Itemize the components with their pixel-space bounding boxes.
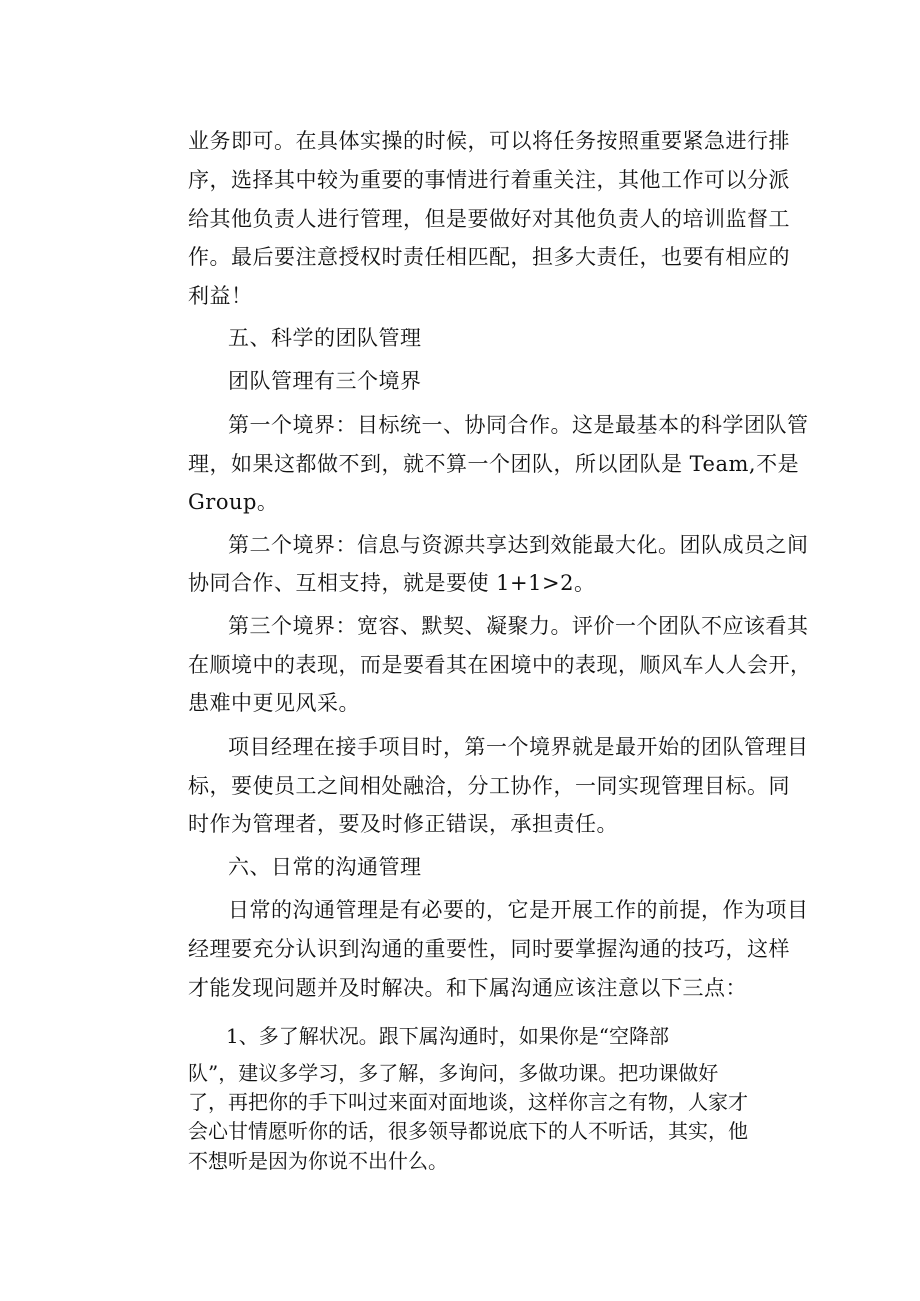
section-heading: 五、科学的团队管理 <box>228 326 422 350</box>
paragraph-line: 利益！ <box>188 284 253 308</box>
paragraph-line: Group。 <box>188 490 279 514</box>
paragraph-line: 不想听是因为你说不出什么。 <box>188 1149 448 1173</box>
paragraph-line: 经理要充分认识到沟通的重要性，同时要掌握沟通的技巧，这样 <box>188 937 790 961</box>
section-heading: 六、日常的沟通管理 <box>228 855 422 879</box>
paragraph-line: 团队管理有三个境界 <box>228 369 422 393</box>
paragraph-line: 业务即可。在具体实操的时候，可以将任务按照重要紧急进行排 <box>188 129 790 153</box>
paragraph-line: 队”，建议多学习，多了解，多询问，多做功课。把功课做好 <box>188 1061 719 1085</box>
paragraph-line: 会心甘情愿听你的话，很多领导都说底下的人不听话，其实，他 <box>188 1119 748 1143</box>
paragraph-line: 了，再把你的手下叫过来面对面地谈，这样你言之有物，人家才 <box>188 1090 748 1114</box>
paragraph-line: 第一个境界：目标统一、协同合作。这是最基本的科学团队管 <box>228 413 809 437</box>
paragraph-line: 在顺境中的表现，而是要看其在困境中的表现，顺风车人人会开， <box>188 653 812 677</box>
paragraph-line: 作。最后要注意授权时责任相匹配，担多大责任，也要有相应的 <box>188 245 790 269</box>
paragraph-line: 患难中更见风采。 <box>188 691 360 715</box>
paragraph-line: 日常的沟通管理是有必要的，它是开展工作的前提，作为项目 <box>228 898 809 922</box>
paragraph-line: 标，要使员工之间相处融洽，分工协作，一同实现管理目标。同 <box>188 774 790 798</box>
paragraph-line: 第三个境界：宽容、默契、凝聚力。评价一个团队不应该看其 <box>228 614 809 638</box>
paragraph-line: 时作为管理者，要及时修正错误，承担责任。 <box>188 812 618 836</box>
paragraph-line: 项目经理在接手项目时，第一个境界就是最开始的团队管理目 <box>228 735 809 759</box>
paragraph-line: 序，选择其中较为重要的事情进行着重关注，其他工作可以分派 <box>188 168 790 192</box>
paragraph-line: 1、多了解状况。跟下属沟通时，如果你是“空降部 <box>226 1024 669 1048</box>
paragraph-line: 才能发现问题并及时解决。和下属沟通应该注意以下三点： <box>188 976 747 1000</box>
paragraph-line: 第二个境界：信息与资源共享达到效能最大化。团队成员之间 <box>228 533 809 557</box>
paragraph-line: 协同合作、互相支持，就是要使 1+1>2。 <box>188 571 596 595</box>
paragraph-line: 给其他负责人进行管理，但是要做好对其他负责人的培训监督工 <box>188 207 790 231</box>
paragraph-line: 理，如果这都做不到，就不算一个团队，所以团队是 Team,不是 <box>188 452 800 476</box>
